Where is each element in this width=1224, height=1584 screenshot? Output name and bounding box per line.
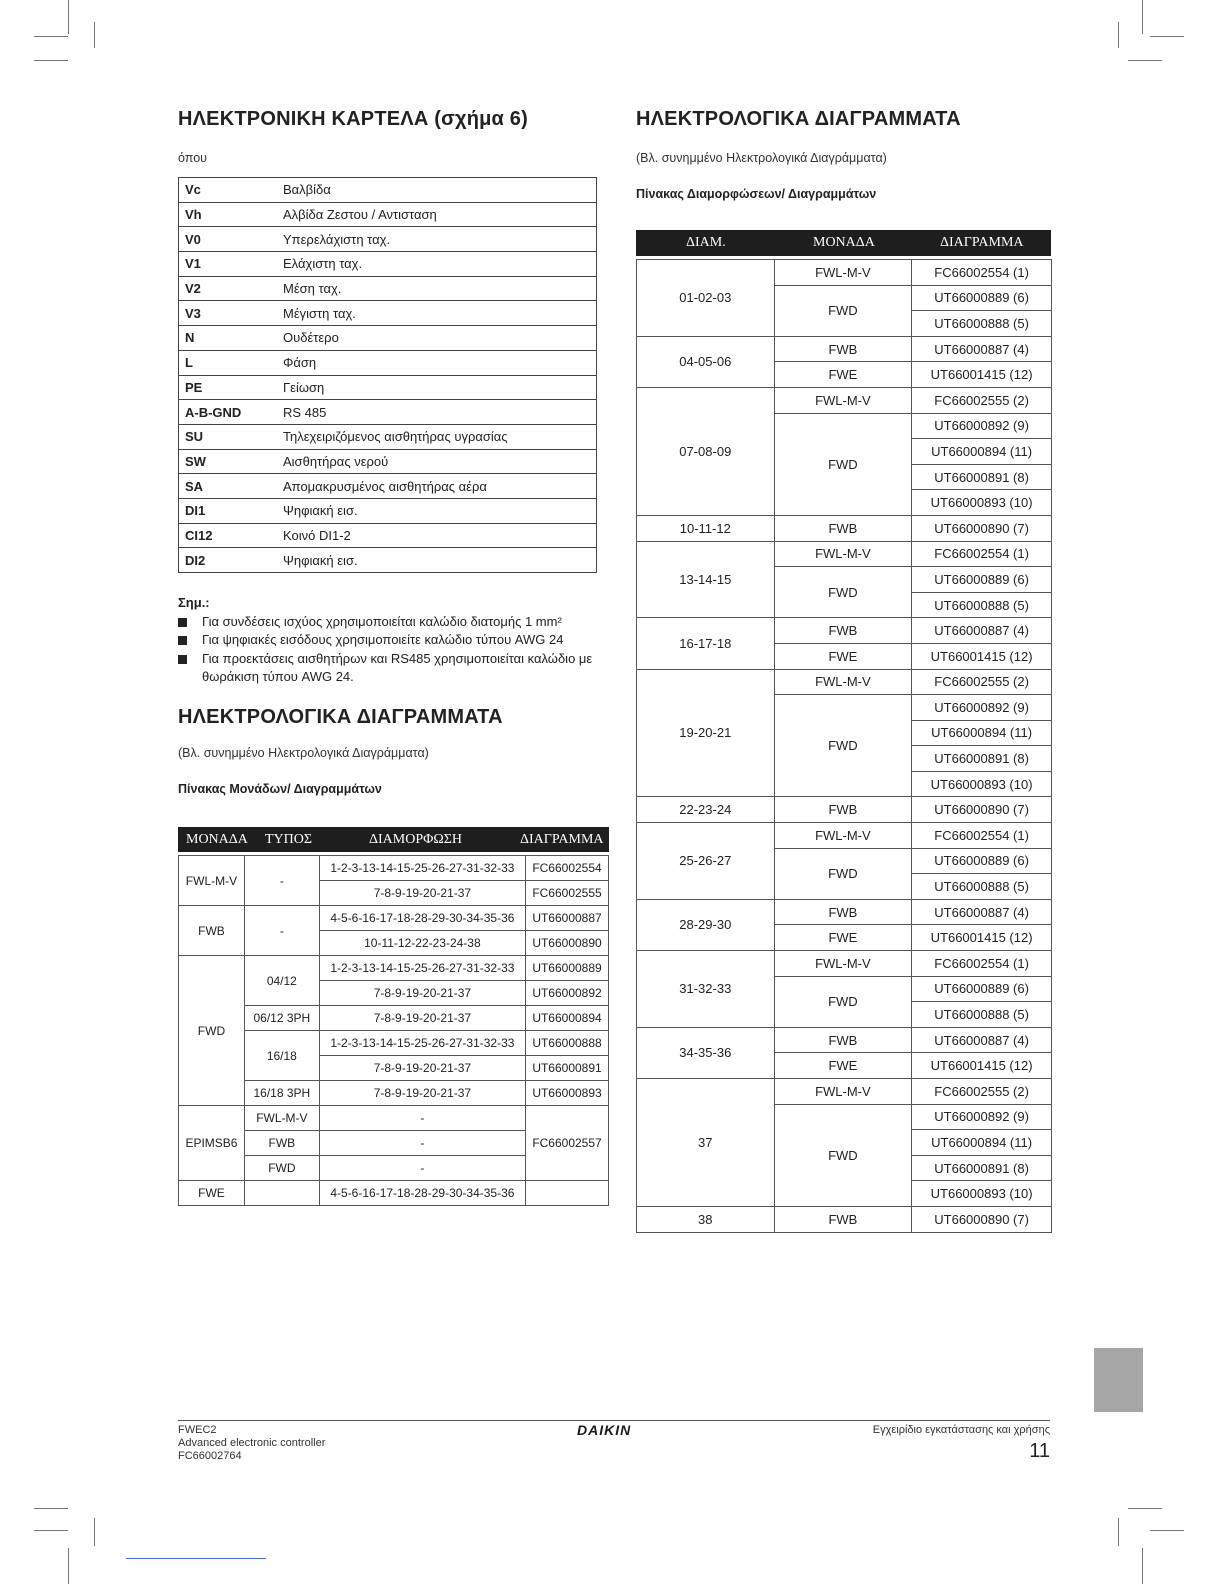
legend-intro: όπου <box>178 151 208 165</box>
legend-key: V3 <box>179 301 278 326</box>
table-row <box>179 906 609 931</box>
header-config: ΔΙΑΜΟΡΦΩΣΗ <box>369 832 463 847</box>
bullet-icon <box>178 636 187 645</box>
table-row <box>637 1206 1052 1232</box>
diagram-cell: UT66000893 (10) <box>912 771 1052 797</box>
legend-key: V1 <box>179 252 278 277</box>
legend-value: Τηλεχειριζόμενος αισθητήρας υγρασίας <box>277 424 597 449</box>
unit-cell: FWB <box>774 1027 912 1053</box>
bullet-icon <box>178 655 187 664</box>
crop-mark <box>34 1508 68 1509</box>
wiring-reference: (Βλ. συνημμένο Ηλεκτρολογικά Διαγράμματα) <box>178 746 429 760</box>
diagram-cell: UT66001415 (12) <box>912 1053 1052 1079</box>
type-cell: FWB <box>244 1131 319 1156</box>
unit-cell: FWD <box>774 976 912 1027</box>
unit-cell: FWE <box>774 362 912 388</box>
config-cell: 7-8-9-19-20-21-37 <box>319 981 525 1006</box>
unit-cell: FWD <box>774 1104 912 1206</box>
notes-title: Σημ.: <box>178 595 210 610</box>
config-cell: 31-32-33 <box>637 951 775 1028</box>
legend-row <box>179 252 597 277</box>
section-tab <box>1094 1348 1143 1412</box>
config-cell: 10-11-12-22-23-24-38 <box>319 931 525 956</box>
table-row <box>637 1027 1052 1053</box>
footer-product: Advanced electronic controller <box>178 1437 326 1449</box>
config-cell: - <box>319 1156 525 1181</box>
header-diagram: ΔΙΑΓΡΑΜΜΑ <box>940 235 1024 250</box>
legend-row <box>179 301 597 326</box>
config-cell: 7-8-9-19-20-21-37 <box>319 1056 525 1081</box>
unit-cell: FWL-M-V <box>774 541 912 567</box>
diagram-cell: UT66000893 (10) <box>912 1181 1052 1207</box>
crop-mark <box>34 60 68 61</box>
footer-manual: Εγχειρίδιο εγκατάστασης και χρήσης <box>872 1424 1050 1436</box>
legend-row <box>179 498 597 523</box>
unit-cell: FWD <box>774 848 912 899</box>
legend-key: SA <box>179 474 278 499</box>
type-cell <box>244 1181 319 1206</box>
diagram-cell: UT66000890 (7) <box>912 1206 1052 1232</box>
footer-code: FC66002764 <box>178 1450 242 1462</box>
diagram-cell: UT66000890 <box>526 931 609 956</box>
table-row <box>179 1106 609 1131</box>
diagram-cell: UT66000887 (4) <box>912 618 1052 644</box>
type-cell: 16/18 3PH <box>244 1081 319 1106</box>
legend-row <box>179 449 597 474</box>
legend-key: A-B-GND <box>179 400 278 425</box>
crop-mark <box>1118 1518 1119 1546</box>
diagram-cell: UT66000892 <box>526 981 609 1006</box>
table-row <box>637 515 1052 541</box>
diagram-cell: UT66000888 (5) <box>912 311 1052 337</box>
diagram-cell: UT66000894 (11) <box>912 720 1052 746</box>
diagram-cell: UT66000891 (8) <box>912 464 1052 490</box>
legend-value: Ελάχιστη ταχ. <box>277 252 597 277</box>
diagram-cell: FC66002555 <box>526 881 609 906</box>
unit-cell: FWL-M-V <box>774 387 912 413</box>
legend-key: L <box>179 350 278 375</box>
diagram-cell: UT66000889 (6) <box>912 848 1052 874</box>
legend-value: Φάση <box>277 350 597 375</box>
header-diagram: ΔΙΑΓΡΑΜΜΑ <box>520 832 604 847</box>
unit-cell: FWB <box>179 906 245 956</box>
legend-value: Μέγιστη ταχ. <box>277 301 597 326</box>
config-cell: 7-8-9-19-20-21-37 <box>319 1006 525 1031</box>
wiring-reference-right: (Βλ. συνημμένο Ηλεκτρολογικά Διαγράμματα) <box>636 151 887 165</box>
legend-value: Απομακρυσμένος αισθητήρας αέρα <box>277 474 597 499</box>
diagram-cell: UT66000888 (5) <box>912 592 1052 618</box>
diagram-cell: UT66000888 <box>526 1031 609 1056</box>
crop-mark <box>1118 22 1119 48</box>
unit-cell: FWD <box>774 285 912 336</box>
legend-row <box>179 350 597 375</box>
legend-row <box>179 424 597 449</box>
config-cell: 19-20-21 <box>637 669 775 797</box>
type-cell: - <box>244 856 319 906</box>
crop-mark <box>1150 1530 1184 1531</box>
unit-cell: FWL-M-V <box>774 951 912 977</box>
diagram-cell: FC66002554 (1) <box>912 260 1052 286</box>
header-config: ΔΙΑΜ. <box>686 235 726 250</box>
crop-mark <box>68 0 69 34</box>
notes <box>178 594 598 687</box>
table-row <box>637 336 1052 362</box>
table-row <box>637 951 1052 977</box>
legend-key: Vc <box>179 178 278 203</box>
unit-cell: FWB <box>774 899 912 925</box>
diagram-cell: UT66000891 (8) <box>912 746 1052 772</box>
table-row <box>179 856 609 881</box>
config-cell: 34-35-36 <box>637 1027 775 1078</box>
diagram-cell: FC66002555 (2) <box>912 1079 1052 1105</box>
diagram-cell: UT66001415 (12) <box>912 362 1052 388</box>
unit-cell: EPIMSB6 <box>179 1106 245 1181</box>
diagram-cell: UT66000893 (10) <box>912 490 1052 516</box>
diagram-cell: UT66000889 (6) <box>912 567 1052 593</box>
unit-cell: FWD <box>774 413 912 515</box>
section-title-electronic-board: ΗΛΕΚΤΡΟΝΙΚΗ ΚΑΡΤΕΛΑ (σχήμα 6) <box>178 108 528 130</box>
legend-value: Αισθητήρας νερού <box>277 449 597 474</box>
crop-mark <box>34 1530 68 1531</box>
table-row <box>637 797 1052 823</box>
unit-cell: FWE <box>774 925 912 951</box>
legend-key: V2 <box>179 276 278 301</box>
table-row <box>637 618 1052 644</box>
crop-mark <box>1128 1508 1162 1509</box>
config-cell: 01-02-03 <box>637 260 775 337</box>
unit-cell: FWE <box>179 1181 245 1206</box>
diagram-cell: FC66002554 (1) <box>912 951 1052 977</box>
diagram-cell <box>526 1181 609 1206</box>
diagram-cell: FC66002557 <box>526 1106 609 1181</box>
legend-key: DI1 <box>179 498 278 523</box>
unit-cell: FWL-M-V <box>774 260 912 286</box>
legend-value: Ψηφιακή εισ. <box>277 548 597 573</box>
diagram-cell: FC66002555 (2) <box>912 387 1052 413</box>
config-cell: 22-23-24 <box>637 797 775 823</box>
table-row <box>637 1079 1052 1105</box>
config-cell: 13-14-15 <box>637 541 775 618</box>
diagram-cell: UT66000891 <box>526 1056 609 1081</box>
table-row <box>637 387 1052 413</box>
header-unit: ΜΟΝΑΔΑ <box>813 235 875 250</box>
legend-value: Μέση ταχ. <box>277 276 597 301</box>
diagram-cell: UT66000894 (11) <box>912 1130 1052 1156</box>
type-cell: - <box>244 906 319 956</box>
diagram-cell: UT66000892 (9) <box>912 1104 1052 1130</box>
legend-key: Vh <box>179 202 278 227</box>
legend-value: Αλβίδα Ζεστου / Αντισταση <box>277 202 597 227</box>
page-number: 11 <box>1029 1440 1050 1462</box>
note-item: Για συνδέσεις ισχύος χρησιμοποιείται καλώδιο διατομής 1 mm² <box>178 613 598 632</box>
diagram-cell: UT66000892 (9) <box>912 413 1052 439</box>
header-type: ΤΥΠΟΣ <box>265 832 313 847</box>
table-row <box>179 1181 609 1206</box>
legend-value: Ουδέτερο <box>277 326 597 351</box>
unit-cell: FWB <box>774 1206 912 1232</box>
section-title-wiring-diagrams-right: ΗΛΕΚΤΡΟΛΟΓΙΚΑ ΔΙΑΓΡΑΜΜΑΤΑ <box>636 108 961 130</box>
type-cell: FWL-M-V <box>244 1106 319 1131</box>
units-table <box>178 855 609 1206</box>
diagram-cell: UT66000887 (4) <box>912 1027 1052 1053</box>
crop-mark <box>68 1548 69 1584</box>
table-row <box>637 669 1052 695</box>
diagram-cell: FC66002554 (1) <box>912 823 1052 849</box>
legend-value: Υπερελάχιστη ταχ. <box>277 227 597 252</box>
bullet-icon <box>178 618 187 627</box>
legend-value: RS 485 <box>277 400 597 425</box>
diagram-cell: UT66000894 <box>526 1006 609 1031</box>
diagram-cell: UT66000889 (6) <box>912 976 1052 1002</box>
config-cell: 1-2-3-13-14-15-25-26-27-31-32-33 <box>319 856 525 881</box>
footer-rule <box>178 1420 1050 1421</box>
legend-row <box>179 523 597 548</box>
crop-mark <box>1142 1548 1143 1584</box>
config-cell: 25-26-27 <box>637 823 775 900</box>
unit-cell: FWE <box>774 1053 912 1079</box>
footer-model: FWEC2 <box>178 1424 217 1436</box>
config-cell: 10-11-12 <box>637 515 775 541</box>
crop-mark <box>1150 36 1184 37</box>
unit-cell: FWE <box>774 643 912 669</box>
legend-key: SU <box>179 424 278 449</box>
section-title-wiring-diagrams: ΗΛΕΚΤΡΟΛΟΓΙΚΑ ΔΙΑΓΡΑΜΜΑΤΑ <box>178 706 503 728</box>
legend-key: DI2 <box>179 548 278 573</box>
diagram-cell: UT66000889 (6) <box>912 285 1052 311</box>
legend-row <box>179 548 597 573</box>
diagram-cell: FC66002554 <box>526 856 609 881</box>
config-cell: - <box>319 1106 525 1131</box>
diagram-cell: UT66001415 (12) <box>912 643 1052 669</box>
unit-cell: FWL-M-V <box>774 669 912 695</box>
unit-cell: FWB <box>774 797 912 823</box>
unit-cell: FWD <box>774 567 912 618</box>
unit-cell: FWB <box>774 336 912 362</box>
legend-key: SW <box>179 449 278 474</box>
crop-mark <box>1128 60 1162 61</box>
diagram-cell: UT66000887 (4) <box>912 336 1052 362</box>
config-cell: 37 <box>637 1079 775 1207</box>
diagram-cell: FC66002554 (1) <box>912 541 1052 567</box>
legend-key: CI12 <box>179 523 278 548</box>
config-cell: 1-2-3-13-14-15-25-26-27-31-32-33 <box>319 956 525 981</box>
table-row <box>637 260 1052 286</box>
table-row <box>637 541 1052 567</box>
crop-mark <box>94 1518 95 1546</box>
type-cell: 16/18 <box>244 1031 319 1081</box>
legend-key: N <box>179 326 278 351</box>
diagram-cell: UT66000893 <box>526 1081 609 1106</box>
diagram-cell: UT66000887 (4) <box>912 899 1052 925</box>
table-row <box>179 956 609 981</box>
type-cell: FWD <box>244 1156 319 1181</box>
blue-rule <box>126 1558 266 1559</box>
table-row <box>637 823 1052 849</box>
config-cell: 7-8-9-19-20-21-37 <box>319 1081 525 1106</box>
diagram-cell: UT66000888 (5) <box>912 874 1052 900</box>
config-cell: 16-17-18 <box>637 618 775 669</box>
header-unit: ΜΟΝΑΔΑ <box>186 832 248 847</box>
diagram-cell: UT66000890 (7) <box>912 797 1052 823</box>
config-cell: 7-8-9-19-20-21-37 <box>319 881 525 906</box>
legend-row <box>179 178 597 203</box>
legend-value: Γείωση <box>277 375 597 400</box>
legend-row <box>179 202 597 227</box>
unit-cell: FWD <box>179 956 245 1106</box>
unit-cell: FWL-M-V <box>774 1079 912 1105</box>
diagram-cell: UT66000891 (8) <box>912 1155 1052 1181</box>
legend-value: Βαλβίδα <box>277 178 597 203</box>
units-table-title: Πίνακας Μονάδων/ Διαγραμμάτων <box>178 782 382 796</box>
brand-logo: DAIKIN <box>577 1422 632 1438</box>
legend-row <box>179 276 597 301</box>
diagram-cell: UT66000888 (5) <box>912 1002 1052 1028</box>
unit-cell: FWB <box>774 618 912 644</box>
type-cell: 04/12 <box>244 956 319 1006</box>
diagram-cell: UT66000890 (7) <box>912 515 1052 541</box>
legend-table <box>178 177 597 573</box>
legend-value: Ψηφιακή εισ. <box>277 498 597 523</box>
legend-row <box>179 326 597 351</box>
diagram-cell: UT66000894 (11) <box>912 439 1052 465</box>
unit-cell: FWL-M-V <box>774 823 912 849</box>
crop-mark <box>94 22 95 48</box>
configs-table-header <box>636 230 1051 256</box>
diagram-cell: UT66001415 (12) <box>912 925 1052 951</box>
legend-key: PE <box>179 375 278 400</box>
note-item: Για προεκτάσεις αισθητήρων και RS485 χρησιμοποιείται καλώδιο με θωράκιση τύπου AWG 24. <box>178 650 598 687</box>
diagram-cell: UT66000889 <box>526 956 609 981</box>
config-cell: 04-05-06 <box>637 336 775 387</box>
legend-row <box>179 227 597 252</box>
unit-cell: FWL-M-V <box>179 856 245 906</box>
config-cell: 1-2-3-13-14-15-25-26-27-31-32-33 <box>319 1031 525 1056</box>
legend-row <box>179 400 597 425</box>
config-cell: 07-08-09 <box>637 387 775 515</box>
config-cell: 4-5-6-16-17-18-28-29-30-34-35-36 <box>319 1181 525 1206</box>
configs-table <box>636 259 1052 1233</box>
crop-mark <box>1142 0 1143 34</box>
legend-row <box>179 474 597 499</box>
crop-mark <box>34 36 68 37</box>
note-item: Για ψηφιακές εισόδους χρησιμοποιείτε καλώδιο τύπου AWG 24 <box>178 631 598 650</box>
type-cell: 06/12 3PH <box>244 1006 319 1031</box>
config-cell: 4-5-6-16-17-18-28-29-30-34-35-36 <box>319 906 525 931</box>
legend-key: V0 <box>179 227 278 252</box>
config-cell: 28-29-30 <box>637 899 775 950</box>
config-cell: - <box>319 1131 525 1156</box>
legend-value: Κοινό DI1-2 <box>277 523 597 548</box>
units-table-header <box>178 827 609 852</box>
diagram-cell: FC66002555 (2) <box>912 669 1052 695</box>
configs-table-title: Πίνακας Διαμορφώσεων/ Διαγραμμάτων <box>636 187 877 201</box>
diagram-cell: UT66000892 (9) <box>912 695 1052 721</box>
legend-row <box>179 375 597 400</box>
unit-cell: FWD <box>774 695 912 797</box>
table-row <box>637 899 1052 925</box>
diagram-cell: UT66000887 <box>526 906 609 931</box>
unit-cell: FWB <box>774 515 912 541</box>
config-cell: 38 <box>637 1206 775 1232</box>
